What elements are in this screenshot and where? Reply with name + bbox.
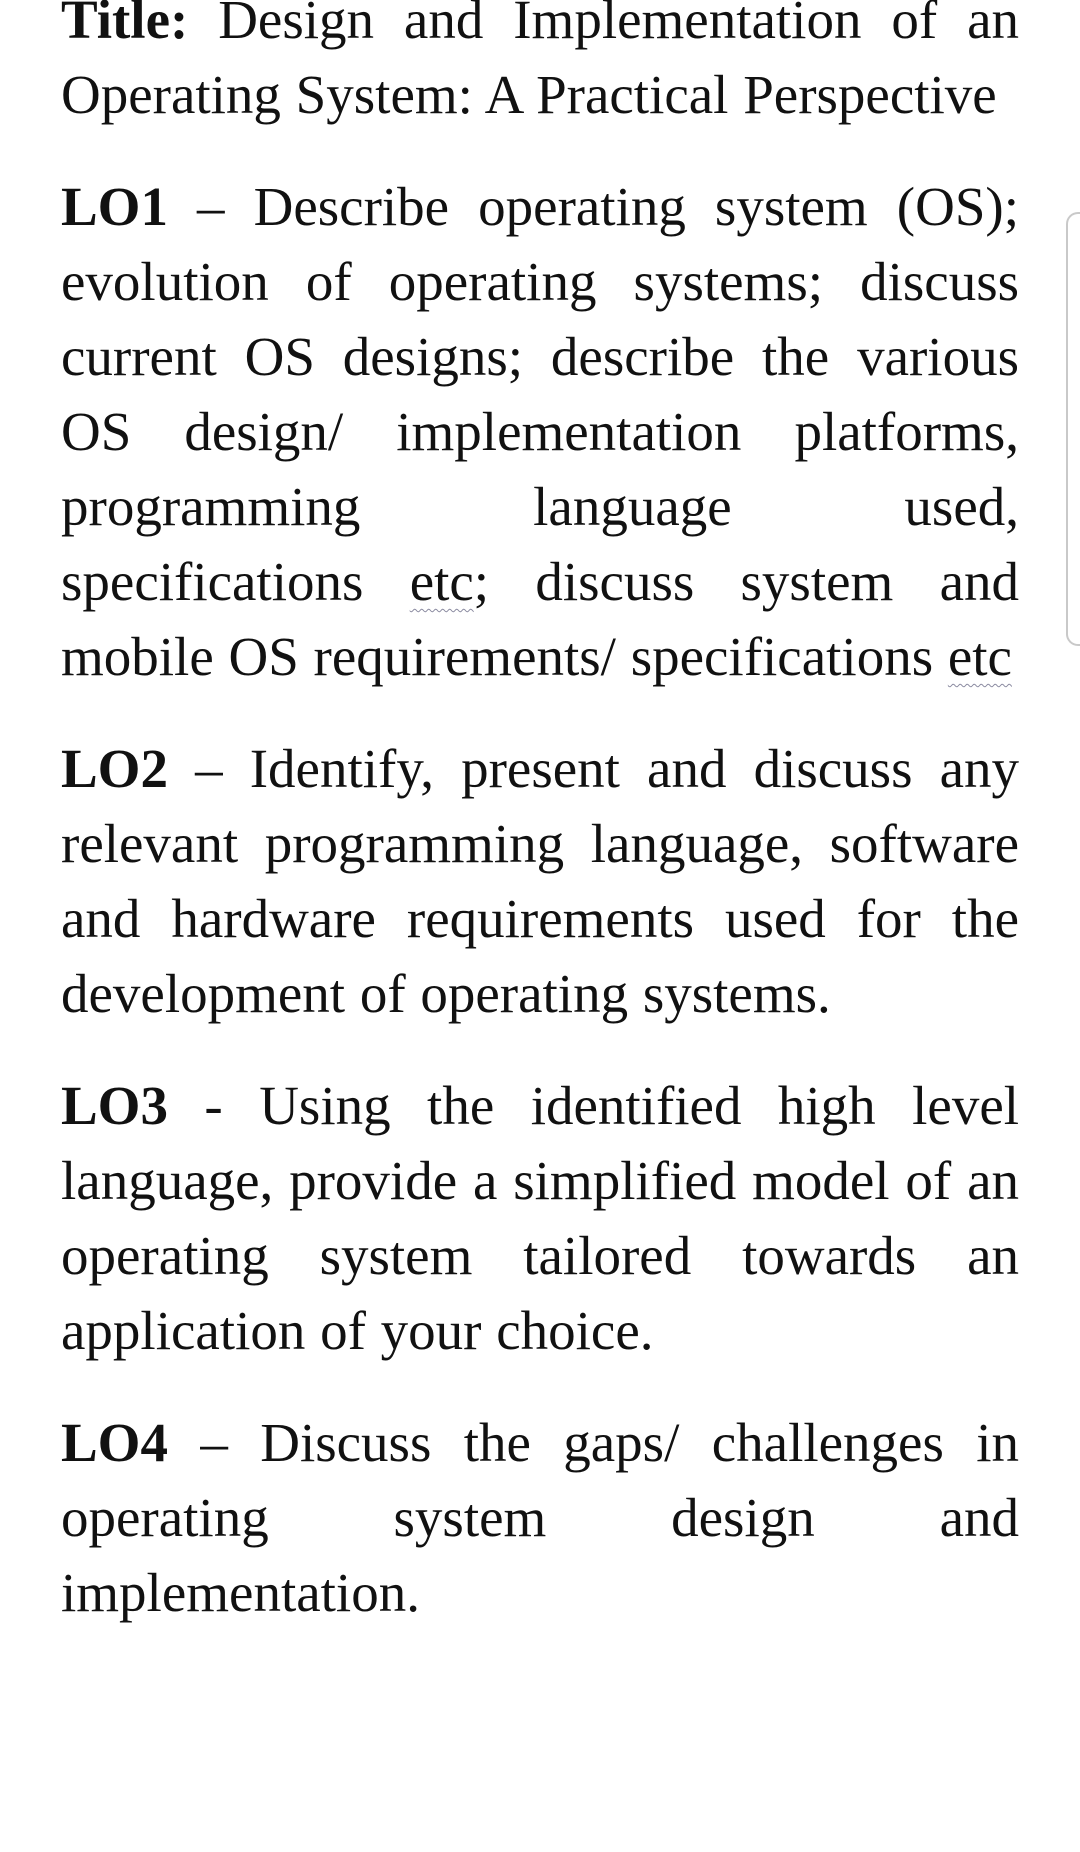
lo1-spellcheck-word-1[interactable]: etc <box>409 551 474 612</box>
lo4-code: LO4 <box>61 1412 168 1473</box>
lo1-code: LO1 <box>61 176 168 237</box>
learning-outcome-lo1 <box>61 169 1019 694</box>
document-body <box>61 0 1019 1630</box>
lo2-text: Identify, present and discuss any relevant programming language, software and hardware requirements used for the development of operating systems. <box>61 738 1020 1024</box>
learning-outcome-lo3 <box>61 1068 1019 1368</box>
title-text: Design and Implementation of an Operating System: A Practical Perspective <box>61 0 1019 125</box>
learning-outcome-lo4 <box>61 1405 1019 1630</box>
document-title <box>61 0 1019 132</box>
title-label: Title: <box>61 0 189 50</box>
lo1-spellcheck-word-2[interactable]: etc <box>947 626 1012 687</box>
lo3-code: LO3 <box>61 1075 168 1136</box>
lo2-separator: – <box>195 738 223 799</box>
lo4-separator: – <box>200 1412 228 1473</box>
lo1-text-b: ; discuss system and mobile OS requirements/ specifications <box>61 551 1019 687</box>
lo3-text: Using the identified high level language, provide a simplified model of an operating system tailored towards an application of your choice. <box>61 1075 1020 1361</box>
learning-outcome-lo2 <box>61 731 1019 1031</box>
lo1-text-a: Describe operating system (OS); evolution of operating systems; discuss current OS designs; describe the various OS design/ implementation platforms, programming language used, specifications <box>61 176 1020 612</box>
lo2-code: LO2 <box>61 738 168 799</box>
lo1-separator: – <box>197 176 225 237</box>
scroll-edge-handle[interactable] <box>1066 212 1080 646</box>
lo3-separator: - <box>204 1075 223 1136</box>
lo4-text: Discuss the gaps/ challenges in operating system design and implementation. <box>61 1412 1020 1623</box>
